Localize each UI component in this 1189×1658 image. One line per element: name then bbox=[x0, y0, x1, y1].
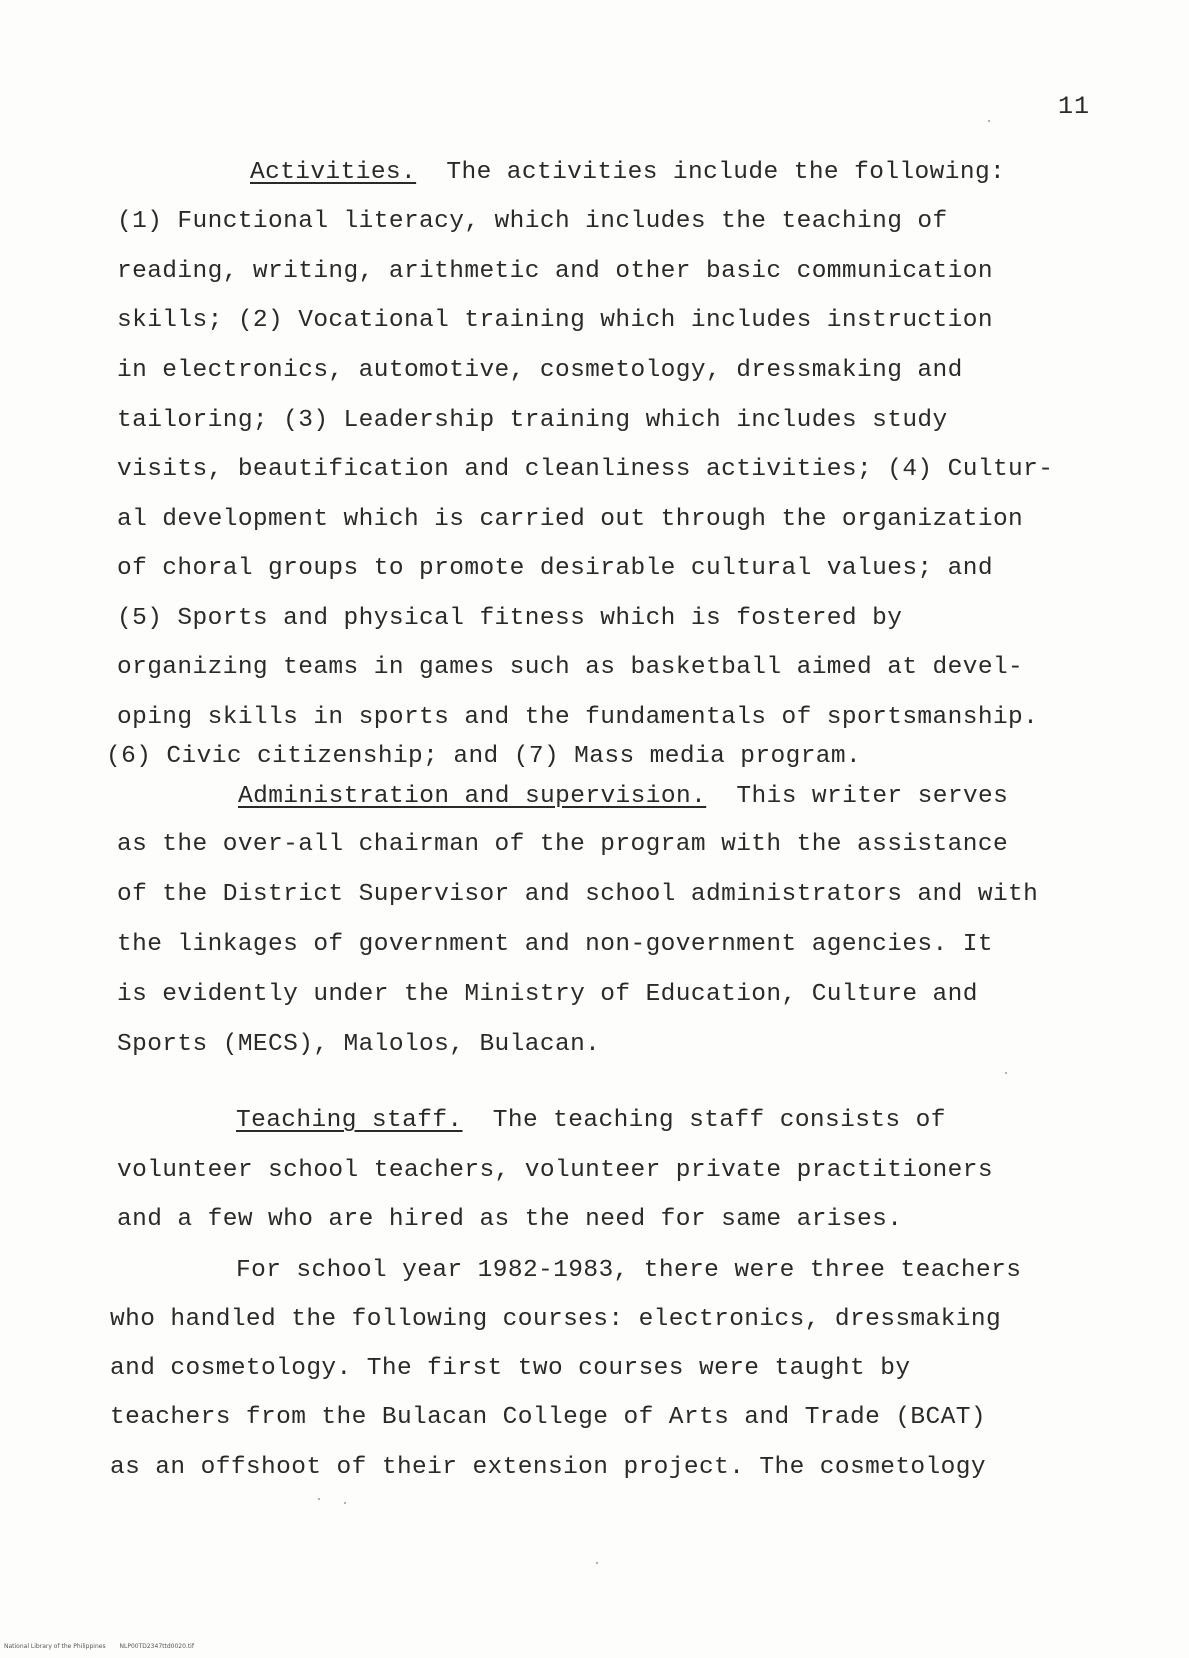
text-line: tailoring; (3) Leadership training which includes study bbox=[117, 407, 948, 434]
text-line: as the over-all chairman of the program with the assistance bbox=[117, 831, 1009, 858]
activities-line-1 bbox=[250, 158, 1189, 188]
footer-library: National Library of the Philippines bbox=[4, 1643, 106, 1650]
scan-speck bbox=[344, 1502, 346, 1504]
scan-speck bbox=[988, 120, 990, 122]
text-line: and a few who are hired as the need for same arises. bbox=[117, 1206, 903, 1233]
scan-speck bbox=[318, 1498, 320, 1500]
administration-heading: Administration and supervision. bbox=[238, 783, 707, 810]
paragraph-text: This writer serves bbox=[736, 783, 1009, 810]
text-line: as an offshoot of their extension project. The cosmetology bbox=[110, 1454, 986, 1481]
page-number: 11 bbox=[1058, 92, 1091, 121]
text-line: volunteer school teachers, volunteer private practitioners bbox=[117, 1157, 993, 1184]
text-line: in electronics, automotive, cosmetology, dressmaking and bbox=[117, 357, 963, 384]
paragraph-text: The teaching staff consists of bbox=[492, 1107, 946, 1134]
text-line: and cosmetology. The first two courses were taught by bbox=[110, 1355, 911, 1382]
text-line: who handled the following courses: electronics, dressmaking bbox=[110, 1306, 1002, 1333]
teaching-staff-heading: Teaching staff. bbox=[236, 1107, 463, 1134]
text-line: reading, writing, arithmetic and other basic communication bbox=[117, 258, 993, 285]
text-line: For school year 1982-1983, there were three teachers bbox=[236, 1257, 1022, 1284]
teaching-staff-line-1 bbox=[236, 1106, 1189, 1136]
scan-speck bbox=[1005, 1072, 1007, 1074]
text-line: organizing teams in games such as basketball aimed at devel- bbox=[117, 654, 1024, 681]
text-line: of choral groups to promote desirable cultural values; and bbox=[117, 555, 993, 582]
text-line: (1) Functional literacy, which includes the teaching of bbox=[117, 208, 948, 235]
text-line: al development which is carried out through the organization bbox=[117, 506, 1024, 533]
text-line: teachers from the Bulacan College of Arts and Trade (BCAT) bbox=[110, 1404, 986, 1431]
footer-file: NLP00TD2347ttd0020.tif bbox=[119, 1643, 194, 1650]
text-line: (5) Sports and physical fitness which is fostered by bbox=[117, 605, 903, 632]
paragraph-text: The activities include the following: bbox=[446, 159, 1006, 186]
text-line: of the District Supervisor and school administrators and with bbox=[117, 881, 1039, 908]
text-line: skills; (2) Vocational training which includes instruction bbox=[117, 307, 993, 334]
text-line: (6) Civic citizenship; and (7) Mass media program. bbox=[106, 743, 862, 770]
text-line: visits, beautification and cleanliness activities; (4) Cultur- bbox=[117, 456, 1054, 483]
activities-heading: Activities. bbox=[250, 159, 417, 186]
text-line: the linkages of government and non-government agencies. It bbox=[117, 931, 993, 958]
scan-footer bbox=[4, 1643, 206, 1650]
administration-line-1 bbox=[238, 782, 1189, 812]
text-line: oping skills in sports and the fundamentals of sportsmanship. bbox=[117, 704, 1039, 731]
text-line: is evidently under the Ministry of Education, Culture and bbox=[117, 981, 978, 1008]
scan-speck bbox=[596, 1562, 598, 1564]
text-line: Sports (MECS), Malolos, Bulacan. bbox=[117, 1031, 601, 1058]
